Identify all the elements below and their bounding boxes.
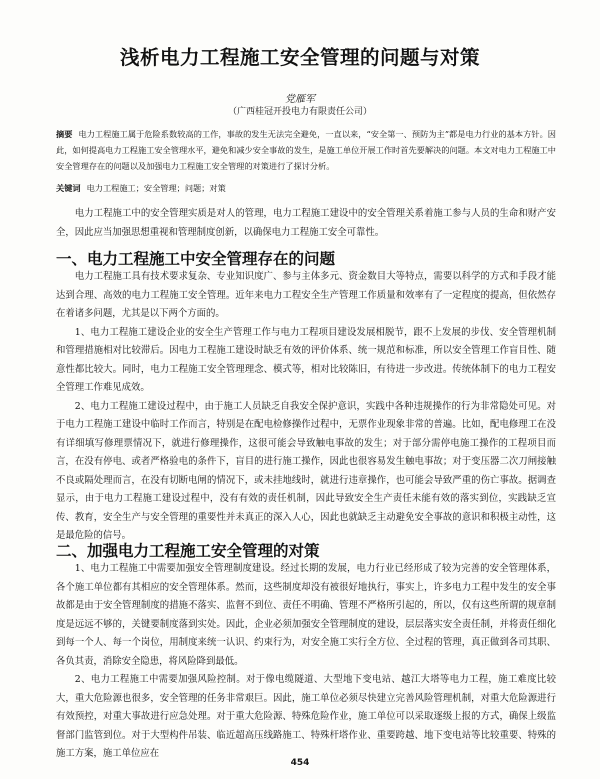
section1-paragraph: 电力工程施工具有技术要求复杂、专业知识度广、参与主体多元、资金数目大等特点，需要以科学的方式和手段才能达到合理、高效的电力工程施工安全管理。近年来电力工程安全生产管理工作质量和效率有了一定程度的提高，但依然存在着诸多问题，尤其是以下两个方面的。: [56, 271, 556, 319]
section2-body: [56, 560, 556, 764]
keywords-label: 关键词: [56, 183, 81, 193]
section2-heading: 二、加强电力工程施工安全管理的对策: [56, 542, 320, 560]
author-affiliation: （广西桂冠开投电力有限责任公司）: [227, 107, 372, 117]
author-name: 党雁军: [285, 94, 315, 105]
paper-title: 浅析电力工程施工安全管理的问题与对策: [119, 46, 480, 69]
section1-heading: 一、电力工程施工中安全管理存在的问题: [56, 250, 336, 268]
section1-body: [56, 268, 556, 546]
keywords: [56, 181, 556, 195]
keywords-text: 电力工程施工；安全管理；问题；对策: [86, 183, 226, 193]
intro-paragraph: 电力工程施工中的安全管理实质是对人的管理，电力工程施工建设中的安全管理关系着施工参与人员的生命和财产安全，因此应当加强思想重视和管理制度创新，以确保电力工程施工安全可靠性。: [56, 208, 556, 238]
page-number: 454: [290, 758, 310, 768]
section2-paragraph: 1、电力工程施工中需要加强安全管理制度建设。经过长期的发展，电力行业已经形成了较为完善的安全管理体系，各个施工单位都有其相应的安全管理体系。然而，这些制度却没有被很好地执行，事实上，许多电力工程中发生的安全事故都是由于安全管理制度的措施不落实、监督不到位、责任不明确、管理不严格所引起的，所以，仅有这些所谓的规章制度是远远不够的，关键要制度落到实处。因此，企业必须加强安全管理制度的建设，层层落实安全责任制，并将责任细化到每一个人、每一个岗位，用制度来统一认识、约束行为，对安全施工实行全方位、全过程的管理，真正做到各司其职、各负其责，消除安全隐患，将风险降到最低。: [56, 563, 556, 667]
abstract: [56, 126, 556, 174]
abstract-label: 摘要: [56, 129, 73, 139]
abstract-text: 电力工程施工属于危险系数较高的工作，事故的发生无法完全避免，一直以来，“安全第一、预防为主”都是电力行业的基本方针。因此，如何提高电力工程施工安全管理水平，避免和减少安全事故的发生，是施工单位开展工作时首先要解决的问题。本文对电力工程施工中安全管理存在的问题以及加强电力工程施工安全管理的对策进行了探讨分析。: [56, 129, 556, 171]
section1-paragraph: 1、电力工程施工建设企业的安全生产管理工作与电力工程项目建设发展相脱节，跟不上发展的步伐、安全管理机制和管理措施相对比较滞后。因电力工程施工建设时缺乏有效的评价体系、统一规范和标准，所以安全管理工作盲目性、随意性都比较大。同时，电力工程施工安全管理理念、模式等，相对比较陈旧，有待进一步改进。传统体制下的电力工程安全管理工作难见成效。: [56, 326, 556, 393]
section2-paragraph: 2、电力工程施工中需要加强风险控制。对于像电缆隧道、大型地下变电站、越江大塔等电力工程，施工难度比较大，重大危险源也很多，安全管理的任务非常艰巨。因此，施工单位必须尽快建立完善风险管理机制，对重大危险源进行有效预控，对重大事故进行应急处理。对于重大危险源、特殊危险作业，施工单位可以采取逐级上报的方式，确保上级监督部门监管到位。对于大型构件吊装、临近超高压线路施工、特殊杆塔作业、重要跨越、地下变电站等比较重要、特殊的施工方案，施工单位应在: [56, 674, 556, 759]
section1-paragraph: 2、电力工程施工建设过程中，由于施工人员缺乏自我安全保护意识，实践中各种违规操作的行为非常隐处可见。对于电力工程施工建设中临时工作而言，特别是在配电检修操作过程中，无票作业现象非常的普遍。比如，配电修理工在没有详细填写修理票情况下，就进行修理操作，这很可能会导致触电事故的发生；对于部分需停电施工操作的工程项目而言，在没有停电、或者严格验电的条件下，盲目的进行施工操作，因此也很容易发生触电事故；对于变压器二次刀闸接触不良或隔处理而言，在没有切断电闸的情况下，或未挂地线时，就进行违章操作，也可能会导致严重的伤亡事故。据调查显示，由于电力工程施工建设过程中，没有有效的责任机制，因此导致安全生产责任未能有效的落实到位，实践缺乏宣传、教育，安全生产与安全管理的重要性并未真正的深入人心，因此也就缺乏主动避免安全事故的意识和积极主动性，这是最危险的信号。: [56, 400, 556, 541]
